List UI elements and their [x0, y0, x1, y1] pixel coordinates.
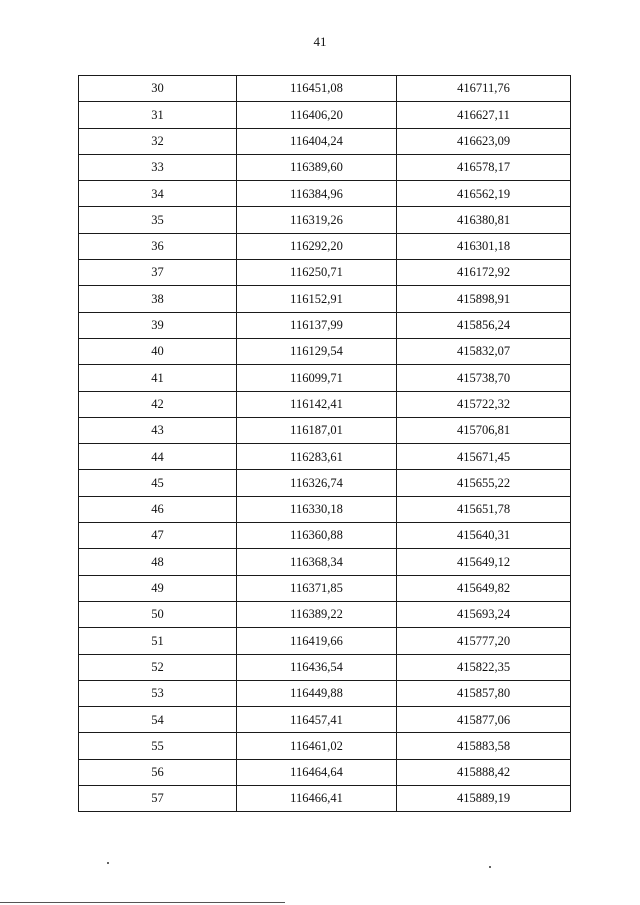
y-coordinate-cell: 415877,06 [397, 707, 571, 733]
point-number-cell: 52 [79, 654, 237, 680]
point-number-cell: 46 [79, 496, 237, 522]
table-row [79, 76, 571, 102]
table-row [79, 312, 571, 338]
x-coordinate-cell: 116449,88 [237, 680, 397, 706]
point-number-cell: 54 [79, 707, 237, 733]
x-coordinate-cell: 116404,24 [237, 128, 397, 154]
table-row [79, 549, 571, 575]
x-coordinate-cell: 116250,71 [237, 260, 397, 286]
table-row [79, 444, 571, 470]
scan-speck [489, 866, 491, 868]
scan-speck [107, 862, 109, 864]
y-coordinate-cell: 415888,42 [397, 759, 571, 785]
y-coordinate-cell: 415671,45 [397, 444, 571, 470]
point-number-cell: 38 [79, 286, 237, 312]
point-number-cell: 32 [79, 128, 237, 154]
point-number-cell: 31 [79, 102, 237, 128]
x-coordinate-cell: 116330,18 [237, 496, 397, 522]
point-number-cell: 56 [79, 759, 237, 785]
table-row [79, 470, 571, 496]
x-coordinate-cell: 116129,54 [237, 338, 397, 364]
table-row [79, 181, 571, 207]
table-row [79, 601, 571, 627]
point-number-cell: 37 [79, 260, 237, 286]
x-coordinate-cell: 116389,60 [237, 154, 397, 180]
y-coordinate-cell: 415693,24 [397, 601, 571, 627]
y-coordinate-cell: 415722,32 [397, 391, 571, 417]
point-number-cell: 51 [79, 628, 237, 654]
y-coordinate-cell: 415889,19 [397, 786, 571, 812]
point-number-cell: 44 [79, 444, 237, 470]
y-coordinate-cell: 416172,92 [397, 260, 571, 286]
y-coordinate-cell: 415640,31 [397, 523, 571, 549]
scan-edge-line [0, 902, 285, 903]
table-row [79, 733, 571, 759]
y-coordinate-cell: 415777,20 [397, 628, 571, 654]
y-coordinate-cell: 415856,24 [397, 312, 571, 338]
y-coordinate-cell: 416711,76 [397, 76, 571, 102]
x-coordinate-cell: 116436,54 [237, 654, 397, 680]
point-number-cell: 34 [79, 181, 237, 207]
y-coordinate-cell: 416578,17 [397, 154, 571, 180]
point-number-cell: 47 [79, 523, 237, 549]
table-row [79, 575, 571, 601]
x-coordinate-cell: 116187,01 [237, 417, 397, 443]
table-row [79, 365, 571, 391]
x-coordinate-cell: 116152,91 [237, 286, 397, 312]
x-coordinate-cell: 116389,22 [237, 601, 397, 627]
y-coordinate-cell: 416562,19 [397, 181, 571, 207]
y-coordinate-cell: 415649,12 [397, 549, 571, 575]
y-coordinate-cell: 415649,82 [397, 575, 571, 601]
y-coordinate-cell: 416627,11 [397, 102, 571, 128]
y-coordinate-cell: 415857,80 [397, 680, 571, 706]
x-coordinate-cell: 116466,41 [237, 786, 397, 812]
table-row [79, 759, 571, 785]
point-number-cell: 50 [79, 601, 237, 627]
x-coordinate-cell: 116142,41 [237, 391, 397, 417]
x-coordinate-cell: 116464,64 [237, 759, 397, 785]
point-number-cell: 41 [79, 365, 237, 391]
table-row [79, 496, 571, 522]
point-number-cell: 48 [79, 549, 237, 575]
table-row [79, 523, 571, 549]
table-row [79, 338, 571, 364]
y-coordinate-cell: 415883,58 [397, 733, 571, 759]
table-row [79, 417, 571, 443]
point-number-cell: 42 [79, 391, 237, 417]
table-row [79, 102, 571, 128]
point-number-cell: 30 [79, 76, 237, 102]
x-coordinate-cell: 116319,26 [237, 207, 397, 233]
y-coordinate-cell: 415898,91 [397, 286, 571, 312]
page-number: 41 [313, 34, 327, 49]
y-coordinate-cell: 416380,81 [397, 207, 571, 233]
point-number-cell: 40 [79, 338, 237, 364]
table-row [79, 260, 571, 286]
table-row [79, 786, 571, 812]
x-coordinate-cell: 116292,20 [237, 233, 397, 259]
x-coordinate-cell: 116461,02 [237, 733, 397, 759]
y-coordinate-cell: 415832,07 [397, 338, 571, 364]
x-coordinate-cell: 116384,96 [237, 181, 397, 207]
x-coordinate-cell: 116419,66 [237, 628, 397, 654]
x-coordinate-cell: 116283,61 [237, 444, 397, 470]
table-row [79, 207, 571, 233]
table-row [79, 654, 571, 680]
x-coordinate-cell: 116451,08 [237, 76, 397, 102]
point-number-cell: 35 [79, 207, 237, 233]
y-coordinate-cell: 415651,78 [397, 496, 571, 522]
coordinates-table [78, 75, 571, 812]
table-row [79, 233, 571, 259]
y-coordinate-cell: 416301,18 [397, 233, 571, 259]
point-number-cell: 36 [79, 233, 237, 259]
x-coordinate-cell: 116457,41 [237, 707, 397, 733]
x-coordinate-cell: 116326,74 [237, 470, 397, 496]
point-number-cell: 33 [79, 154, 237, 180]
x-coordinate-cell: 116360,88 [237, 523, 397, 549]
coordinates-table-body [79, 76, 571, 812]
point-number-cell: 43 [79, 417, 237, 443]
x-coordinate-cell: 116368,34 [237, 549, 397, 575]
x-coordinate-cell: 116371,85 [237, 575, 397, 601]
x-coordinate-cell: 116406,20 [237, 102, 397, 128]
x-coordinate-cell: 116137,99 [237, 312, 397, 338]
table-row [79, 391, 571, 417]
table-row [79, 154, 571, 180]
point-number-cell: 55 [79, 733, 237, 759]
point-number-cell: 45 [79, 470, 237, 496]
y-coordinate-cell: 415738,70 [397, 365, 571, 391]
table-row [79, 707, 571, 733]
point-number-cell: 53 [79, 680, 237, 706]
y-coordinate-cell: 415822,35 [397, 654, 571, 680]
table-row [79, 680, 571, 706]
y-coordinate-cell: 416623,09 [397, 128, 571, 154]
point-number-cell: 49 [79, 575, 237, 601]
y-coordinate-cell: 415655,22 [397, 470, 571, 496]
y-coordinate-cell: 415706,81 [397, 417, 571, 443]
table-row [79, 128, 571, 154]
table-row [79, 628, 571, 654]
point-number-cell: 57 [79, 786, 237, 812]
table-row [79, 286, 571, 312]
point-number-cell: 39 [79, 312, 237, 338]
x-coordinate-cell: 116099,71 [237, 365, 397, 391]
